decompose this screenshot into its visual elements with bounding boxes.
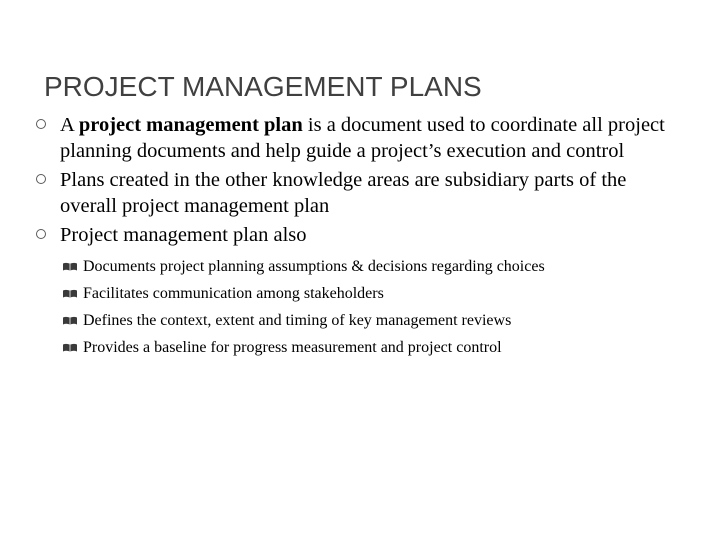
hollow-circle-icon xyxy=(36,174,46,184)
slide-title: PROJECT MANAGEMENT PLANS xyxy=(44,71,482,102)
sub-bullet-text: Defines the context, extent and timing of key management reviews xyxy=(83,311,512,329)
bullet-item xyxy=(36,113,686,164)
bullet-text: Plans created in the other knowledge areas are subsidiary parts of the overall project management plan xyxy=(60,169,627,217)
sub-bullet-item xyxy=(58,253,686,280)
sub-bullet-item xyxy=(58,307,686,334)
sub-bullet-text: Provides a baseline for progress measurement and project control xyxy=(83,338,502,356)
hollow-circle-icon xyxy=(36,119,46,129)
bullet-item xyxy=(36,223,686,361)
book-icon xyxy=(62,316,78,325)
bullet-text-bold: project management plan xyxy=(78,114,303,136)
sub-bullet-list xyxy=(58,253,686,361)
bullet-item xyxy=(36,168,686,219)
book-icon xyxy=(62,343,78,352)
sub-bullet-item xyxy=(58,280,686,307)
bullet-list xyxy=(36,113,686,365)
sub-bullet-text: Facilitates communication among stakeholders xyxy=(83,284,384,302)
sub-bullet-item xyxy=(58,334,686,361)
bullet-text-rest: is a document used to coordinate all project planning documents and help guide a project’s execution and control xyxy=(60,114,665,162)
book-icon xyxy=(62,262,78,271)
hollow-circle-icon xyxy=(36,229,46,239)
sub-bullet-text: Documents project planning assumptions & decisions regarding choices xyxy=(83,257,545,275)
book-icon xyxy=(62,289,78,298)
bullet-text: Project management plan also xyxy=(60,224,307,246)
bullet-text-lead: A xyxy=(60,114,79,136)
